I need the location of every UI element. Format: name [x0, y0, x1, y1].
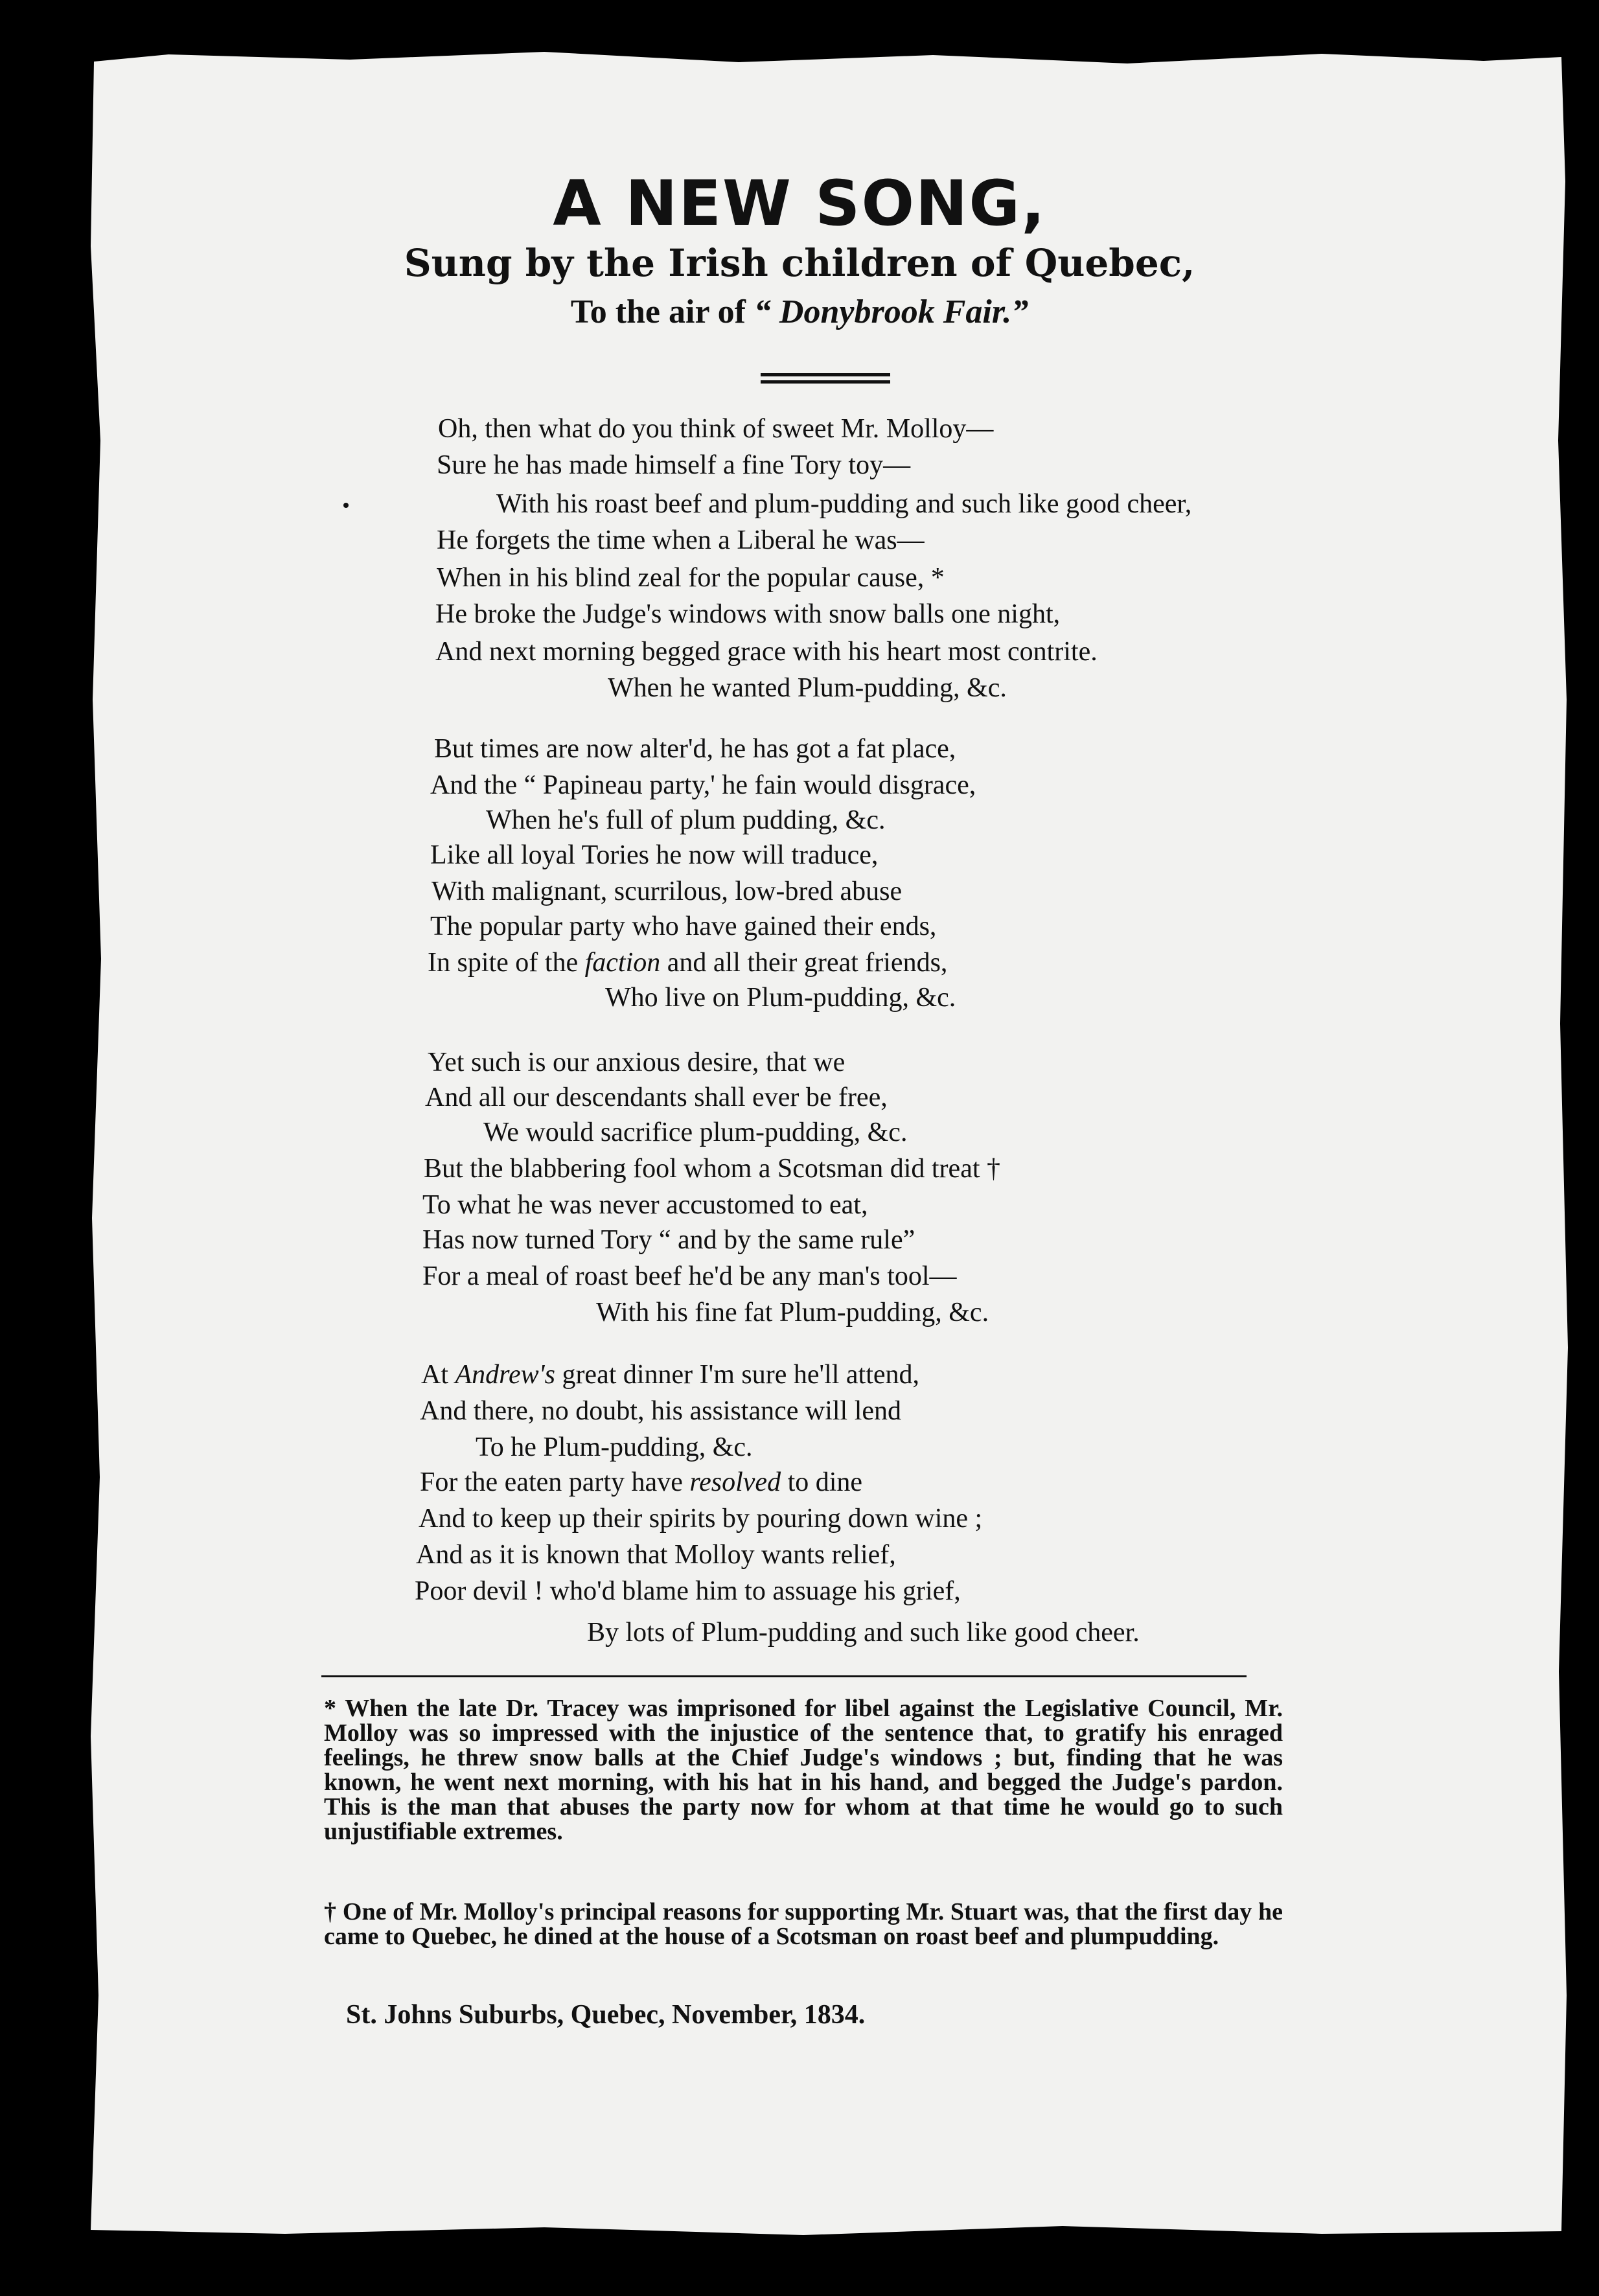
verse-line: But times are now alter'd, he has got a fat place,: [434, 734, 956, 764]
italic-faction: faction: [584, 948, 661, 978]
verse-line: And all our descendants shall ever be free,: [425, 1083, 888, 1112]
verse-line: To what he was never accustomed to eat,: [422, 1190, 868, 1220]
verse-line: He forgets the time when a Liberal he was—: [437, 525, 925, 555]
verse-line: And there, no doubt, his assistance will lend: [420, 1396, 902, 1426]
line-start: For the eaten party have: [420, 1467, 690, 1497]
stray-dot: [343, 503, 349, 508]
verse-line: But the blabbering fool whom a Scotsman did treat †: [424, 1154, 1000, 1184]
verse-line: Sure he has made himself a fine Tory toy—: [437, 450, 911, 480]
title-divider: [761, 373, 890, 384]
verse-line: Like all loyal Tories he now will traduce,: [430, 840, 879, 870]
line-start: In spite of the: [428, 948, 585, 978]
verse-line: He broke the Judge's windows with snow balls one night,: [435, 599, 1061, 629]
verse-line: And as it is known that Molloy wants relief,: [416, 1540, 896, 1570]
verse-line: Who live on Plum-pudding, &c.: [605, 983, 956, 1013]
verse-line: Poor devil ! who'd blame him to assuage his grief,: [415, 1576, 961, 1606]
italic-andrews: Andrew's: [455, 1360, 555, 1390]
line-start: At: [421, 1360, 455, 1390]
dateline: St. Johns Suburbs, Quebec, November, 1834.: [346, 2000, 866, 2030]
verse-line: We would sacrifice plum-pudding, &c.: [483, 1118, 908, 1147]
verse-line: [428, 946, 947, 980]
verse-line: [420, 1465, 862, 1499]
verse-line: For a meal of roast beef he'd be any man's tool—: [422, 1261, 957, 1291]
line-end: great dinner I'm sure he'll attend,: [555, 1360, 920, 1390]
verse-line: And the “ Papineau party,' he fain would disgrace,: [430, 770, 976, 800]
verse-line: When he's full of plum pudding, &c.: [486, 805, 886, 835]
footnote-divider: [321, 1675, 1247, 1677]
footnote-asterisk: * When the late Dr. Tracey was imprisoned for libel against the Legislative Council, Mr. Molloy was so impressed with the injustice of the sentence that, to gratify his enraged feelings, he threw snow balls at the Chief Judge's windows ; but, finding that he was known, he went next morning, with his hat in his hand, and begged the Judge's pardon. This is the man that abuses the party now for whom at that time he would go to such unjustifiable extremes.: [324, 1695, 1283, 1845]
footnote-dagger: † One of Mr. Molloy's principal reasons for supporting Mr. Stuart was, that the first day he came to Quebec, he dined at the house of a Scotsman on roast beef and plumpudding.: [324, 1898, 1283, 1950]
air-tune: “ Donybrook Fair.”: [753, 293, 1029, 330]
song-title: A NEW SONG,: [553, 167, 1046, 240]
verse-line: [421, 1358, 919, 1392]
song-subtitle: Sung by the Irish children of Quebec,: [404, 241, 1195, 285]
song-air: [0, 293, 1599, 331]
verse-line: With malignant, scurrilous, low-bred abuse: [431, 877, 903, 906]
verse-line: When in his blind zeal for the popular cause, *: [437, 563, 945, 593]
verse-line: The popular party who have gained their ends,: [430, 912, 937, 941]
verse-line: To he Plum-pudding, &c.: [476, 1432, 753, 1462]
italic-resolved: resolved: [689, 1467, 781, 1497]
verse-line: Has now turned Tory “ and by the same rule”: [422, 1225, 915, 1255]
line-end: and all their great friends,: [660, 948, 948, 978]
verse-line: And to keep up their spirits by pouring down wine ;: [419, 1504, 983, 1533]
verse-line: Yet such is our anxious desire, that we: [428, 1048, 846, 1077]
verse-line: Oh, then what do you think of sweet Mr. Molloy—: [438, 414, 994, 444]
line-end: to dine: [781, 1467, 863, 1497]
air-prefix: To the air of: [570, 293, 754, 330]
verse-line: With his fine fat Plum-pudding, &c.: [596, 1298, 989, 1327]
verse-line: And next morning begged grace with his heart most contrite.: [435, 637, 1098, 667]
verse-line: By lots of Plum-pudding and such like good cheer.: [587, 1618, 1140, 1647]
verse-line: When he wanted Plum-pudding, &c.: [608, 673, 1007, 703]
verse-line: With his roast beef and plum-pudding and such like good cheer,: [496, 489, 1192, 519]
